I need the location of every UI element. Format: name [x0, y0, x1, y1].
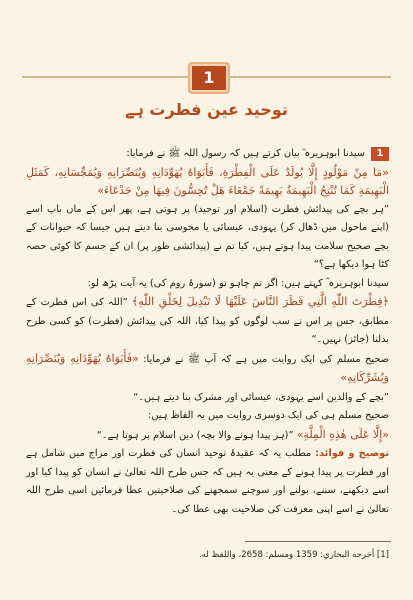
hadith-number-badge: 1	[371, 147, 389, 161]
arabic-text-3: «فَأَبَوَاهُ يُهَوِّدَانِهِ وَيُنَصِّرَانِهِ وَيُشَرِّكَانِهِ»	[26, 351, 389, 384]
arabic-text-4: «إِلَّا عَلَى هٰذِهِ الْمِلَّةِ»	[296, 427, 389, 441]
chapter-number-badge: 1	[188, 62, 230, 94]
note-title: توضیح و فوائد:	[315, 448, 389, 459]
hadith-intro-row	[26, 145, 389, 164]
urdu-text-1: ”ہر بچے کی پیدائش فطرت (اسلام اور توحید) پر ہوتی ہے، پھر اس کے ماں باپ اسے (اپنے ماحول میں ڈھال کر) یہودی، عیسائی یا مجوسی بنا دیتے ہیں جیسا کہ حیوانات کے بچے صحیح سلامت پیدا ہوتے ہیں، کیا تم نے (پیدائشی طور پر) ان کے جسم کا کوئی حصہ کٹا ہوا دیکھا ہے؟“	[26, 203, 389, 270]
intro-text: سیدنا ابوہریرہ ؓ بیان کرتے ہیں کہ رسول اللہ ﷺ نے فرمایا:	[126, 148, 365, 159]
arabic-text-2: ﴿فِطْرَتَ اللّٰهِ الَّتِي فَطَرَ النَّاسَ عَلَيْهَا لَا تَبْدِيلَ لِخَلْقِ اللّٰهِ﴾	[131, 295, 389, 308]
hadith-content	[26, 145, 389, 519]
chapter-title: توحید عین فطرت ہے	[125, 100, 288, 119]
urdu-text-6: صحیح مسلم ہی کی ایک دوسری روایت میں یہ الفاظ ہیں:	[148, 410, 389, 421]
arabic-text-1: «مَا مِنْ مَوْلُودٍ إِلَّا يُولَدُ عَلَى الْفِطْرَةِ، فَأَبَوَاهُ يُهَوِّدَانِهِ وَيُنَصِّرَانِهِ وَيُمَجِّسَانِهِ، كَمَثَلِ الْبَهِيمَةِ كَمَا تُنْتِجُ الْبَهِيمَةُ بَهِيمَةً جَمْعَاءَ هَلْ تُحِسُّونَ فِيهَا مِنْ جَدْعَاءَ»	[26, 165, 389, 197]
footnote-text: [1] أخرجه البخاري: 1359 ومسلم: 2658، واللفظ له.	[198, 550, 389, 560]
footnote-divider	[245, 541, 391, 542]
urdu-text-2: سیدنا ابوہریرہ ؓ کہتے ہیں: اگر تم چاہو تو (سورۂ روم کی) یہ آیت پڑھ لو:	[87, 277, 389, 289]
urdu-text-4: صحیح مسلم کی ایک روایت میں ہے کہ آپ ﷺ نے فرمایا:	[143, 353, 389, 365]
urdu-text-3: ”اللہ کی اس فطرت کے مطابق، جس پر اس نے سب لوگوں کو پیدا کیا، اللہ کی پیدائش (فطرت) کو کسی طرح بدلنا (جائز) نہیں۔“	[26, 297, 389, 345]
urdu-text-7: ”(ہر پیدا ہونے والا بچہ) دین اسلام پر ہوتا ہے۔“	[96, 429, 294, 441]
urdu-text-5: ”بچے کے والدین اسے یہودی، عیسائی اور مشرک بنا دیتے ہیں۔“	[133, 391, 389, 403]
note-body: مطلب یہ کہ عقیدۂ توحید انسان کی فطرت اور مزاج میں شامل ہے اور فطرت پر پیدا ہونے کے معنی یہ ہیں کہ جس طرح اللہ تعالیٰ نے انسان کو پیدا کیا اور اسے دیکھنے، سننے، بولنے اور سوچنے سمجھنے کی صلاحیتیں عطا فرمائیں اسی طرح اللہ تعالیٰ نے اسے اپنی معرفت کی صلاحیت بھی عطا کی۔	[26, 448, 389, 515]
